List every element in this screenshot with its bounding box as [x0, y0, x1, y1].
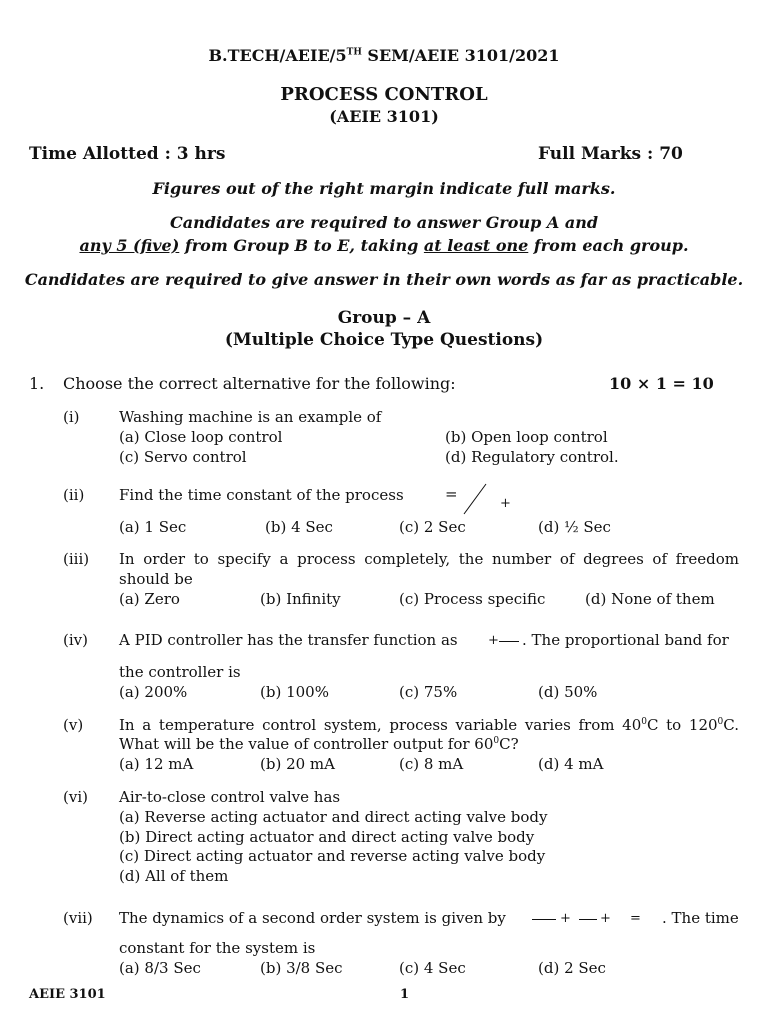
fraction-bar [532, 919, 556, 920]
item-v-option-b: (b) 20 mA [260, 755, 335, 773]
item-iii-option-a: (a) Zero [119, 590, 180, 608]
item-v-text-line1: In a temperature control system, process variable varies from $40^0C$ to $120^0C$. [119, 716, 739, 734]
fraction-slash-icon [460, 482, 490, 516]
item-ii-option-c: (c) 2 Sec [399, 518, 466, 536]
item-iii-number: (iii) [63, 550, 90, 568]
time-allotted: Time Allotted : 3 hrs [29, 144, 226, 164]
item-vi-number: (vi) [63, 788, 88, 806]
item-ii-option-a: (a) 1 Sec [119, 518, 187, 536]
item-ii-option-b: (b) 4 Sec [265, 518, 333, 536]
item-iv-text-a: A PID controller has the transfer function as [119, 631, 458, 649]
group-subtitle: (Multiple Choice Type Questions) [224, 330, 544, 350]
item-vi-text: Air-to-close control valve has [119, 788, 341, 806]
instruction-own-words: Candidates are required to give answer in their own words as far as practicable. [24, 270, 744, 289]
item-vi-option-a: (a) Reverse acting actuator and direct acting valve body [119, 808, 548, 826]
item-vi-option-c: (c) Direct acting actuator and reverse acting valve body [119, 847, 546, 865]
question-number: 1. [29, 374, 45, 393]
item-iv-number: (iv) [63, 631, 88, 649]
item-vii-option-d: (d) 2 Sec [538, 959, 606, 977]
item-vii-equals: = [630, 911, 641, 926]
paper-title: PROCESS CONTROL [280, 84, 488, 105]
item-iii-option-c: (c) Process specific [399, 590, 546, 608]
item-ii-option-d: (d) ½ Sec [538, 518, 611, 536]
question-text: Choose the correct alternative for the following: [63, 374, 456, 393]
item-ii-plus: + [500, 496, 511, 511]
page-number: 1 [400, 987, 410, 1002]
item-vii-text-line2: constant for the system is [119, 939, 316, 957]
item-vii-plus-2: + [600, 911, 611, 926]
item-vii-plus-1: + [560, 911, 571, 926]
item-i-option-b: (b) Open loop control [445, 428, 608, 446]
item-vii-text-b: . The time [662, 909, 739, 927]
fraction-bar [499, 641, 519, 642]
instruction-marks: Figures out of the right margin indicate full marks. [152, 179, 616, 198]
paper-code: B.TECH/AEIE/5TH SEM/AEIE 3101/2021 [208, 46, 560, 65]
footer-paper-code: AEIE 3101 [29, 987, 106, 1002]
item-v-option-d: (d) 4 mA [538, 755, 604, 773]
item-i-option-d: (d) Regulatory control. [445, 448, 619, 466]
item-v-option-a: (a) 12 mA [119, 755, 194, 773]
item-ii-equals: = [445, 485, 458, 503]
full-marks: Full Marks : 70 [538, 144, 683, 164]
item-i-number: (i) [63, 408, 80, 426]
group-title: Group – A [337, 308, 431, 328]
item-ii-text: Find the time constant of the process [119, 486, 404, 504]
item-iv-option-b: (b) 100% [260, 683, 329, 701]
item-vii-text-a: The dynamics of a second order system is given by [119, 909, 506, 927]
item-iv-option-d: (d) 50% [538, 683, 598, 701]
item-iv-option-a: (a) 200% [119, 683, 188, 701]
item-iii-text-line1: In order to specify a process completely, the number of degrees of freedom [119, 550, 739, 568]
item-vii-number: (vii) [63, 909, 93, 927]
item-v-option-c: (c) 8 mA [399, 755, 464, 773]
question-marks: 10 × 1 = 10 [609, 374, 714, 393]
item-iii-option-d: (d) None of them [585, 590, 715, 608]
item-iii-text-line2: should be [119, 570, 193, 588]
item-i-text: Washing machine is an example of [119, 408, 382, 426]
item-iv-text-line2: the controller is [119, 663, 241, 681]
paper-subtitle: (AEIE 3101) [329, 107, 439, 126]
item-v-text-line2: What will be the value of controller output for $60^0C$? [119, 735, 519, 753]
item-iv-plus: + [488, 633, 499, 648]
instruction-answer: Candidates are required to answer Group A and [169, 213, 599, 232]
item-i-option-c: (c) Servo control [119, 448, 247, 466]
item-i-option-a: (a) Close loop control [119, 428, 283, 446]
fraction-bar [579, 919, 597, 920]
item-vii-option-a: (a) 8/3 Sec [119, 959, 201, 977]
item-vi-option-d: (d) All of them [119, 867, 229, 885]
item-iii-option-b: (b) Infinity [260, 590, 341, 608]
instruction-groups: any 5 (five) from Group B to E, taking at least one from each group. [79, 236, 689, 255]
item-v-number: (v) [63, 716, 84, 734]
item-vii-option-c: (c) 4 Sec [399, 959, 466, 977]
item-vii-option-b: (b) 3/8 Sec [260, 959, 343, 977]
item-iv-option-c: (c) 75% [399, 683, 458, 701]
item-ii-number: (ii) [63, 486, 85, 504]
item-vi-option-b: (b) Direct acting actuator and direct acting valve body [119, 828, 535, 846]
item-iv-text-b: . The proportional band for [522, 631, 729, 649]
